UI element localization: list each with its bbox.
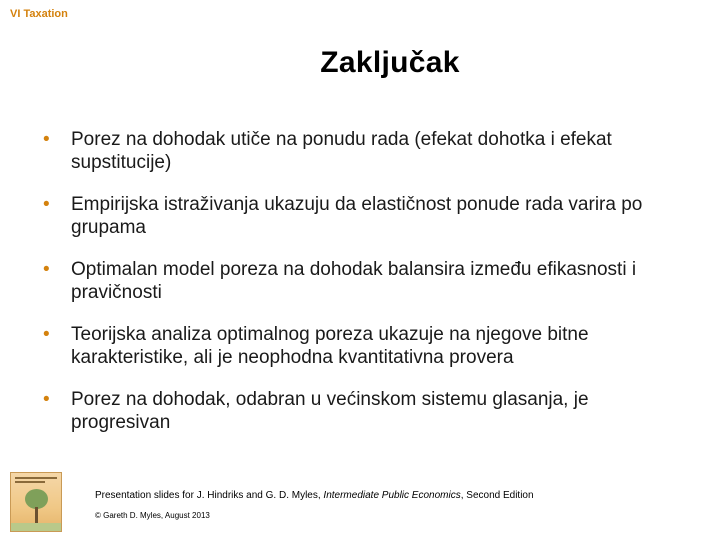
bullet-item bbox=[40, 323, 690, 369]
footer-citation-suffix: , Second Edition bbox=[460, 490, 534, 501]
cover-title-mark bbox=[15, 477, 57, 479]
bullet-marker: • bbox=[43, 389, 50, 410]
bullet-list bbox=[40, 128, 690, 453]
bullet-marker: • bbox=[43, 324, 50, 345]
tree-trunk bbox=[35, 507, 38, 523]
footer-citation-prefix: Presentation slides for J. Hindriks and G. D. Myles, bbox=[95, 490, 324, 501]
section-label: VI Taxation bbox=[10, 8, 68, 20]
footer-book-title: Intermediate Public Economics bbox=[323, 490, 461, 501]
bullet-marker: • bbox=[43, 194, 50, 215]
bullet-text: Teorijska analiza optimalnog poreza ukazuje na njegove bitne karakteristike, ali je neophodna kvantitativna provera bbox=[71, 324, 589, 368]
tree-icon bbox=[25, 489, 48, 509]
book-cover-image bbox=[10, 472, 62, 532]
footer-citation bbox=[95, 490, 534, 501]
cover-subtitle-mark bbox=[15, 481, 45, 483]
slide-title: Zaključak bbox=[320, 46, 460, 79]
bullet-item bbox=[40, 258, 690, 304]
bullet-marker: • bbox=[43, 129, 50, 150]
footer-copyright: © Gareth D. Myles, August 2013 bbox=[95, 511, 210, 520]
bullet-text: Porez na dohodak utiče na ponudu rada (efekat dohotka i efekat supstitucije) bbox=[71, 129, 612, 173]
bullet-item bbox=[40, 128, 690, 174]
bullet-item bbox=[40, 388, 690, 434]
bullet-marker: • bbox=[43, 259, 50, 280]
bullet-item bbox=[40, 193, 690, 239]
cover-ground bbox=[11, 523, 61, 532]
bullet-text: Empirijska istraživanja ukazuju da elastičnost ponude rada varira po grupama bbox=[71, 194, 643, 238]
bullet-text: Porez na dohodak, odabran u većinskom sistemu glasanja, je progresivan bbox=[71, 389, 589, 433]
bullet-text: Optimalan model poreza na dohodak balansira između efikasnosti i pravičnosti bbox=[71, 259, 637, 303]
